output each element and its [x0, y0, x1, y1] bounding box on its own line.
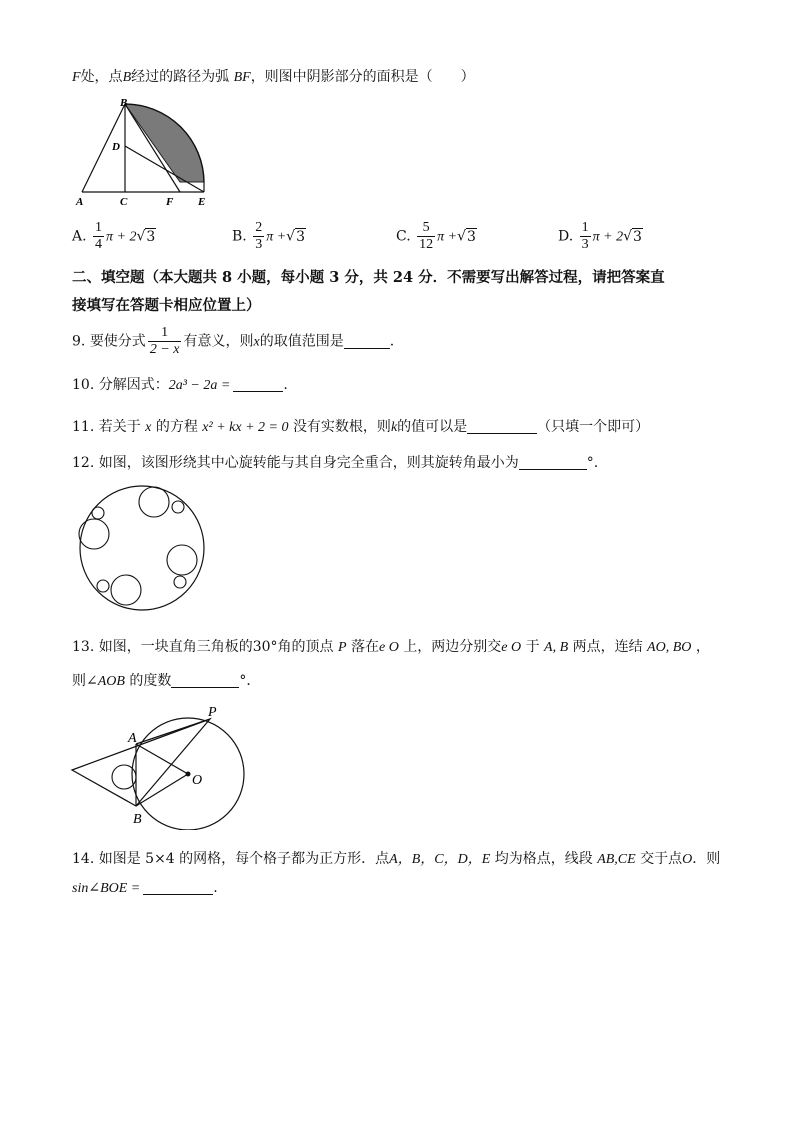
answer-blank[interactable]: [143, 880, 213, 895]
question-13-line2: 则∠AOB 的度数 °．: [72, 673, 261, 689]
section-header-line1: 二、填空题（本大题共 8 小题，每小题 3 分，共 24 分．不需要写出解答过程，请把答案直: [72, 269, 665, 286]
q8-figure: [70, 96, 220, 210]
label-C: C: [120, 196, 128, 208]
question-10: 10. 分解因式：2a³ − 2a = .: [72, 377, 288, 393]
shaded-region: [125, 104, 204, 182]
label-A: A: [76, 196, 84, 208]
option-c[interactable]: C. $\frac{5}{12}$ π +√3: [396, 220, 476, 253]
q13-figure: [68, 702, 258, 830]
label-B: B: [120, 97, 128, 109]
answer-blank[interactable]: [344, 334, 390, 349]
option-b[interactable]: B. $\frac{2}{3}$ π +√3: [232, 220, 306, 253]
option-a[interactable]: A. $\frac{1}{4}$ π + 2√3: [72, 220, 156, 253]
label-F: F: [166, 196, 174, 208]
section-header-line2: 接填写在答题卡相应位置上）: [72, 297, 261, 314]
question-13-line1: 13. 如图，一块直角三角板的30°角的顶点 P 落在e O 上，两边分别交e O 于 A, B 两点，连结 AO, BO ，: [72, 639, 710, 655]
label-D: D: [112, 141, 120, 153]
label-B: B: [133, 812, 142, 827]
answer-blank[interactable]: [519, 455, 587, 470]
answer-blank[interactable]: [171, 673, 239, 688]
question-14-line2: sin∠BOE = .: [72, 880, 218, 896]
option-d[interactable]: D. $\frac{1}{3}$ π + 2√3: [558, 220, 642, 253]
label-O: O: [192, 773, 203, 788]
q8-tail-line: F处，点B经过的路径为弧 BF，则图中阴影部分的面积是（ ）: [72, 69, 475, 85]
q12-figure: [76, 484, 212, 614]
label-A: A: [128, 731, 137, 746]
question-11: 11. 若关于 x 的方程 x² + kx + 2 = 0 没有实数根，则k的值可以是 （只填一个即可）: [72, 419, 650, 435]
answer-blank[interactable]: [233, 377, 283, 392]
label-P: P: [208, 705, 217, 720]
answer-blank[interactable]: [467, 419, 537, 434]
label-E: E: [198, 196, 206, 208]
question-12: 12. 如图，该图形绕其中心旋转能与其自身完全重合，则其旋转角最小为 °.: [72, 455, 599, 471]
question-9: 9. 要使分式 $\frac{1}{2 - x}$ 有意义，则x的取值范围是 .: [72, 325, 395, 358]
question-14-line1: 14. 如图是 5×4 的网格，每个格子都为正方形．点A，B，C，D，E 均为格点，线段 AB,CE 交于点O．则: [72, 851, 721, 867]
fraction: $\frac{1}{2 - x}$: [149, 325, 180, 358]
